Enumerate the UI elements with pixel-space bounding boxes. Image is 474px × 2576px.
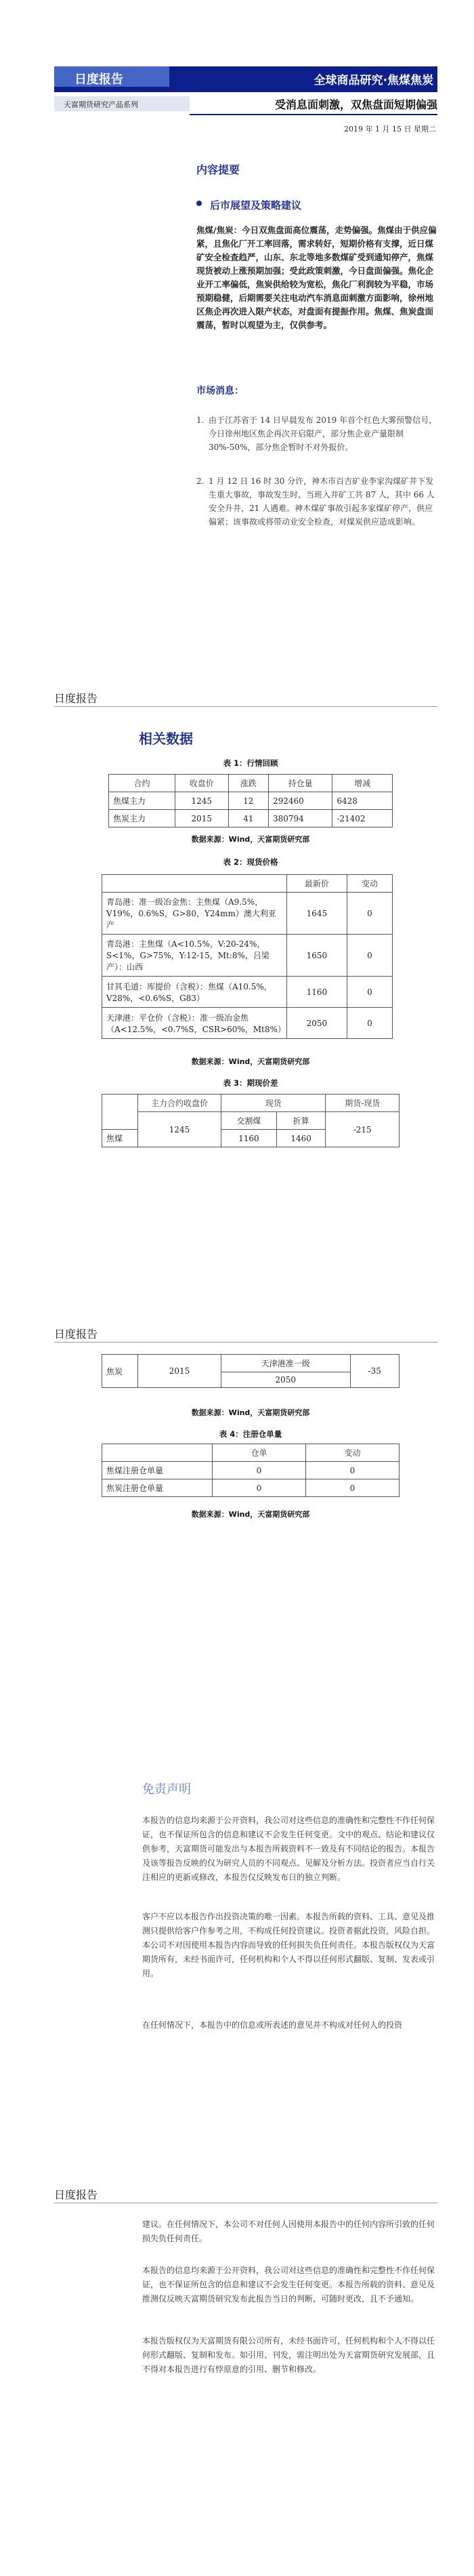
summary-heading: 内容提要 [196,163,240,176]
col-header: 现货 [221,1095,326,1112]
cell: 292460 [268,792,332,810]
subtitle-label: 天富期货研究产品系列 [64,100,138,109]
col-header: 涨跌 [228,775,268,792]
news-item [196,474,437,556]
bullet-icon [196,201,202,206]
table3-source: 数据来源：Wind，天富期货研究部 [191,1408,310,1417]
cell: 2050 [287,1008,347,1039]
strategy-heading: 后市展望及策略建议 [210,199,302,211]
row-label: 焦煤 [102,1130,138,1147]
col-header: 期货-现货 [326,1095,400,1112]
cell: 1160 [287,977,347,1008]
table-row [102,1112,400,1130]
col-header [102,1444,213,1462]
news-text: 由于江苏省于 14 日早晨发布 2019 年首个红色大雾预警信号，今日徐州地区焦企再次开启限产，部分焦企业产量限制 30%-50%，部分焦企暂时不对外报价。 [209,415,437,452]
subtitle-box [54,96,190,111]
cell: 0 [347,893,392,935]
cell: 0 [347,935,392,977]
col-header: 变动 [347,875,392,893]
cell: 焦煤注册仓单量 [102,1462,213,1479]
table-header-row [102,1095,400,1112]
table-header-row [102,1444,400,1462]
cell: 0 [347,977,392,1008]
market-news-heading: 市场消息： [196,386,244,396]
col-header: 增减 [332,775,393,792]
cell: 1245 [175,792,228,810]
disclaimer-paragraph: 本报告的信息均来源于公开资料，我公司对这些信息的准确性和完整性不作任何保证，也不保证所包含的信息和建议不会发生任何变更。本报告所载的资料、意见及推测仅反映天富期货研究发布此报告当日的判断，可随时更改，且不予通知。 [142,2266,435,2304]
table-row [109,810,393,827]
table-row [102,1008,393,1039]
table-row [109,792,393,810]
col-header [102,875,287,893]
warehouse-receipt-table [102,1444,400,1497]
col-header: 最新价 [287,875,347,893]
col-header: 持仓量 [268,775,332,792]
table-row [102,1355,400,1372]
table4-caption: 表 4：注册仓单量 [219,1429,282,1439]
col-header: 主力合约收盘价 [138,1095,221,1112]
news-text: 1 月 12 日 16 时 30 分许，神木市百吉矿业李家沟煤矿井下发生重大事故，事故发生时，当班入井矿工共 87 人，其中 66 人安全升井，21 人遇难。神木煤矿事故引起多家煤矿停产，供应偏紧；该事故或将带动业安全检查，对煤炭供应造成影响。 [209,476,435,527]
disclaimer-paragraph: 客户不应以本报告作出投资决策的唯一因素。本报告所载的资料、工具、意见及推测只提供给客户作参考之用，不构成任何投资建议。投资者据此投资，风险自担。本公司不对因使用本报告内容而导致的任何损失负任何责任。本报告版权仅为天富期货所有，未经书面许可，任何机构和个人不得以任何形式翻版、复制、发表或引用。 [142,1912,435,1978]
cell: 1245 [138,1112,221,1147]
col-header: 天津港准一级 [221,1355,351,1372]
col-header: 变动 [306,1444,400,1462]
cell: 1160 [221,1130,277,1147]
table1-source: 数据来源：Wind，天富期货研究部 [191,835,310,844]
table1-caption: 表 1：行情回顾 [223,758,278,768]
page-label: 日度报告 [54,692,98,705]
col-header: 折算 [276,1112,326,1130]
report-date: 2019 年 1 月 15 日 星期二 [344,125,436,134]
table3-caption: 表 3：期现价差 [223,1078,278,1088]
cell: 2015 [175,810,228,827]
cell: 天津港：平仓价（含税）：准一级冶金焦（A<12.5%，<0.7%S，CSR>60%，Mt8%） [102,1008,287,1039]
cell: -21402 [332,810,393,827]
cell: 甘其毛道：库提价（含税）：焦煤（A10.5%，V28%，<0.6%S，G83） [102,977,287,1008]
header-rule [190,114,437,115]
cell: 焦炭主力 [109,810,175,827]
cell: 0 [306,1462,400,1479]
disclaimer-heading: 免责声明 [142,1782,191,1797]
col-header: 收盘价 [175,775,228,792]
table-row [102,1479,400,1497]
table-row [102,977,393,1008]
table-row [102,1462,400,1479]
table-row [102,935,393,977]
disclaimer-paragraph: 建议。在任何情况下，本公司不对任何人因使用本报告中的任何内容所引致的任何损失负任何责任。 [142,2220,435,2243]
table-header-row [102,875,393,893]
col-header: 交割煤 [221,1112,277,1130]
col-header: 合约 [109,775,175,792]
cell: 青岛港：主焦煤（A<10.5%，V:20-24%，S<1%，G>75%，Y:12-15，Mt:8%，吕梁产）：山西 [102,935,287,977]
cell: 0 [347,1008,392,1039]
table-header-row [109,775,393,792]
report-title: 受消息面刺激，双焦盘面短期偏强 [274,98,437,111]
spot-price-table [102,874,393,1039]
cell: 1460 [276,1130,326,1147]
series-label: 全球商品研究·焦煤焦炭 [314,74,433,87]
cell: 380794 [268,810,332,827]
cell: 2050 [221,1372,351,1388]
brand-box [54,66,169,87]
cell: 0 [213,1462,306,1479]
cell: 1645 [287,893,347,935]
row-label: 焦炭 [102,1355,138,1388]
disclaimer-paragraph: 本报告版权仅为天富期货有限公司所有，未经书面许可，任何机构和个人不得以任何形式翻版、复制和发布。如引用、刊发，需注明出处为天富期货研究发展部，且不得对本报告进行有悖原意的引用、删节和修改。 [142,2336,435,2374]
cell: 0 [306,1479,400,1497]
news-number: 1. [196,415,204,425]
cell: 1650 [287,935,347,977]
cell: 焦炭注册仓单量 [102,1479,213,1497]
basis-table [102,1094,400,1147]
col-header: 仓单 [213,1444,306,1462]
news-number: 2. [196,476,204,486]
related-data-heading: 相关数据 [139,731,193,747]
page-rule [54,706,437,707]
cell: -35 [350,1355,399,1388]
cell: 41 [228,810,268,827]
cell: 焦煤主力 [109,792,175,810]
news-item [196,413,437,468]
basis-table-continued [102,1354,400,1388]
page-rule [54,1342,437,1343]
quote-table [108,774,393,827]
cell: 12 [228,792,268,810]
table2-caption: 表 2：现货价格 [223,857,278,867]
page-label: 日度报告 [54,2188,98,2201]
table-row [102,893,393,935]
page-label: 日度报告 [54,1328,98,1341]
brand-label: 日度报告 [74,73,123,87]
summary-text: 焦煤/焦炭：今日双焦盘面高位震荡，走势偏强。焦煤由于供应偏紧，且焦化厂开工率回落，需求转好，短期价格有支撑，近日煤矿安全检查趋严，山东、东北等地多数煤矿受到通知停产，焦煤现货被动上涨预期加强；受此政策刺激，今日盘面偏强。焦化企业开工率偏低，焦炭供给较为宽松，焦化厂利润较为平稳，市场预期稳健，后期需要关注电动汽车消息面刺激方面影响，徐州地区焦企再次进入限产状态，对盘面有提振作用。焦煤、焦炭盘面震荡，暂时以观望为主，仅供参考。 [196,225,437,330]
cell: 6428 [332,792,393,810]
cell: 青岛港：准一级冶金焦：主焦煤（A9.5%，V19%，0.6%S，G>80，Y24mm）澳大利亚产 [102,893,287,935]
disclaimer-paragraph: 在任何情况下，本报告中的信息或所表述的意见并不构成对任何人的投资 [142,2020,403,2030]
cell [102,1095,138,1130]
disclaimer-paragraph: 本报告的信息均来源于公开资料，我公司对这些信息的准确性和完整性不作任何保证，也不保证所包含的信息和建议不会发生任何变更。文中的观点、结论和建议仅供参考，天富期货可能发出与本报告所载资料不一致及有不同结论的报告。本报告及该等报告反映的仅为研究人员的不同观点、见解及分析方法。投资者应当自行关注相应的更新或修改，本报告仅反映发布日的独立判断。 [142,1816,435,1882]
table2-source: 数据来源：Wind，天富期货研究部 [191,1057,310,1066]
table4-source: 数据来源：Wind，天富期货研究部 [191,1510,310,1519]
cell: -215 [326,1112,400,1147]
cell: 2015 [138,1355,221,1388]
cell: 0 [213,1479,306,1497]
